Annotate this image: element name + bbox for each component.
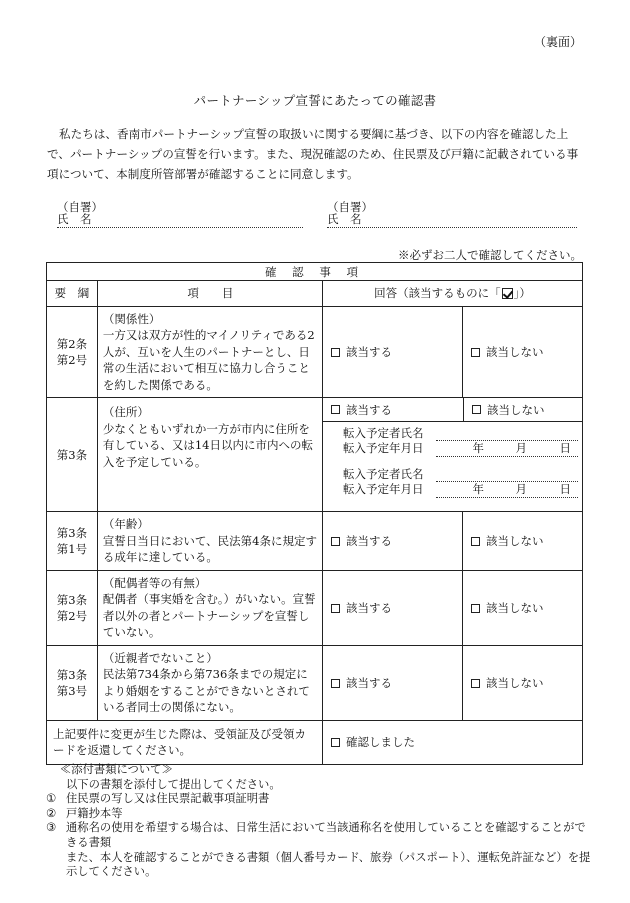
- transfer-date-field[interactable]: 年 月 日: [436, 482, 578, 498]
- option-yes[interactable]: 該当する: [323, 512, 463, 571]
- table-title: 確 認 事 項: [47, 263, 583, 281]
- signature-1[interactable]: [57, 200, 303, 228]
- table-row: [47, 512, 583, 571]
- transfer-name-field[interactable]: [436, 426, 578, 441]
- transfer-date-label: 転入予定年月日: [343, 482, 424, 496]
- header-answer: 回答（該当するものに「 」）: [323, 281, 583, 307]
- signature-2[interactable]: [327, 200, 577, 228]
- header-guideline: 要 綱: [47, 281, 98, 307]
- list-item: ③ 通称名の使用を希望する場合は、日常生活において当該通称名を使用していることを確認することができる書類: [46, 821, 586, 849]
- signature-self-label: （自署）: [57, 200, 103, 214]
- attachments-extra: また、本人を確認することができる書類（個人番号カード、旅券（パスポート）、運転免許証など）を提示してください。: [66, 850, 591, 879]
- table-row: [47, 645, 583, 720]
- option-no[interactable]: 該当しない: [463, 398, 582, 421]
- signature-line[interactable]: [57, 214, 303, 228]
- guideline-code: 第3条: [47, 398, 98, 512]
- checkbox-icon[interactable]: [471, 604, 480, 613]
- option-no[interactable]: 該当しない: [462, 512, 582, 571]
- table-row: [47, 306, 583, 398]
- name-label: 氏 名: [327, 212, 362, 226]
- confirmation-table: [46, 262, 583, 765]
- attachments-section: [46, 763, 591, 880]
- intro-text: 私たちは、香南市パートナーシップ宣誓の取扱いに関する要綱に基づき、以下の内容を確認した上で、パートナーシップの宣誓を行います。また、現況確認のため、住民票及び戸籍に記載されている事項について、本制度所管部署が確認することに同意します。: [47, 127, 579, 181]
- checkbox-icon[interactable]: [331, 405, 340, 414]
- attachments-title: ≪添付書類について≫: [60, 763, 173, 776]
- checkbox-icon[interactable]: [331, 604, 340, 613]
- footer-text: 上記要件に変更が生じた際は、受領証及び受領カードを返還してください。: [47, 720, 323, 764]
- transfer-name-label: 転入予定者氏名: [343, 467, 424, 481]
- checkbox-icon[interactable]: [331, 537, 340, 546]
- item-description: （年齢） 宣誓日当日において、民法第4条に規定する成年に達している。: [97, 512, 322, 571]
- table-row: [47, 720, 583, 764]
- table-row: [47, 570, 583, 645]
- note-text: ※必ずお二人で確認してください。: [398, 248, 582, 262]
- item-description: （近親者でないこと） 民法第734条から第736条までの規定により婚姻をすることができないとされている者同士の関係にない。: [97, 645, 322, 720]
- name-label: 氏 名: [57, 212, 92, 226]
- checkbox-icon[interactable]: [472, 405, 481, 414]
- checkbox-icon[interactable]: [331, 738, 340, 747]
- signature-line[interactable]: [327, 214, 577, 228]
- option-no[interactable]: 該当しない: [462, 645, 582, 720]
- signature-self-label: （自署）: [327, 200, 373, 214]
- option-yes[interactable]: 該当する: [323, 570, 463, 645]
- option-no[interactable]: 該当しない: [462, 306, 582, 398]
- checkbox-icon[interactable]: [331, 348, 340, 357]
- guideline-code: 第3条 第3号: [47, 645, 98, 720]
- document-title: パートナーシップ宣誓にあたっての確認書: [193, 93, 437, 108]
- guideline-code: 第3条 第2号: [47, 570, 98, 645]
- guideline-code: 第3条 第1号: [47, 512, 98, 571]
- transfer-date-field[interactable]: 年 月 日: [436, 441, 578, 457]
- transfer-date-label: 転入予定年月日: [343, 441, 424, 455]
- guideline-code: 第2条 第2号: [47, 306, 98, 398]
- address-answer: [323, 398, 583, 512]
- item-description: （住所） 少なくともいずれか一方が市内に住所を有している、又は14日以内に市内への転入を予定している。: [97, 398, 322, 512]
- page-side-label: （裏面）: [533, 35, 582, 49]
- list-item: ① 住民票の写し又は住民票記載事項証明書: [46, 792, 270, 806]
- option-yes[interactable]: 該当する: [323, 306, 463, 398]
- table-row: [47, 398, 583, 512]
- transfer-name-label: 転入予定者氏名: [343, 426, 424, 440]
- item-description: （配偶者等の有無） 配偶者（事実婚を含む。）がいない。宣誓者以外の者とパートナーシップを宣誓していない。: [97, 570, 322, 645]
- option-yes[interactable]: 該当する: [323, 398, 463, 421]
- confirm-option[interactable]: 確認しました: [323, 720, 583, 764]
- list-item: ② 戸籍抄本等: [46, 806, 123, 820]
- transfer-name-field[interactable]: [436, 467, 578, 482]
- checkbox-icon[interactable]: [471, 537, 480, 546]
- checkmark-icon: [502, 288, 513, 299]
- attachments-lead: 以下の書類を添付して提出してください。: [66, 777, 281, 791]
- checkbox-icon[interactable]: [331, 679, 340, 688]
- checkbox-icon[interactable]: [471, 348, 480, 357]
- intro-paragraph: [47, 124, 587, 184]
- option-no[interactable]: 該当しない: [462, 570, 582, 645]
- option-yes[interactable]: 該当する: [323, 645, 463, 720]
- checkbox-icon[interactable]: [471, 679, 480, 688]
- item-description: （関係性） 一方又は双方が性的マイノリティである2人が、互いを人生のパートナーとし、日常の生活において相互に協力し合うことを約した関係である。: [97, 306, 322, 398]
- header-item: 項 目: [97, 281, 322, 307]
